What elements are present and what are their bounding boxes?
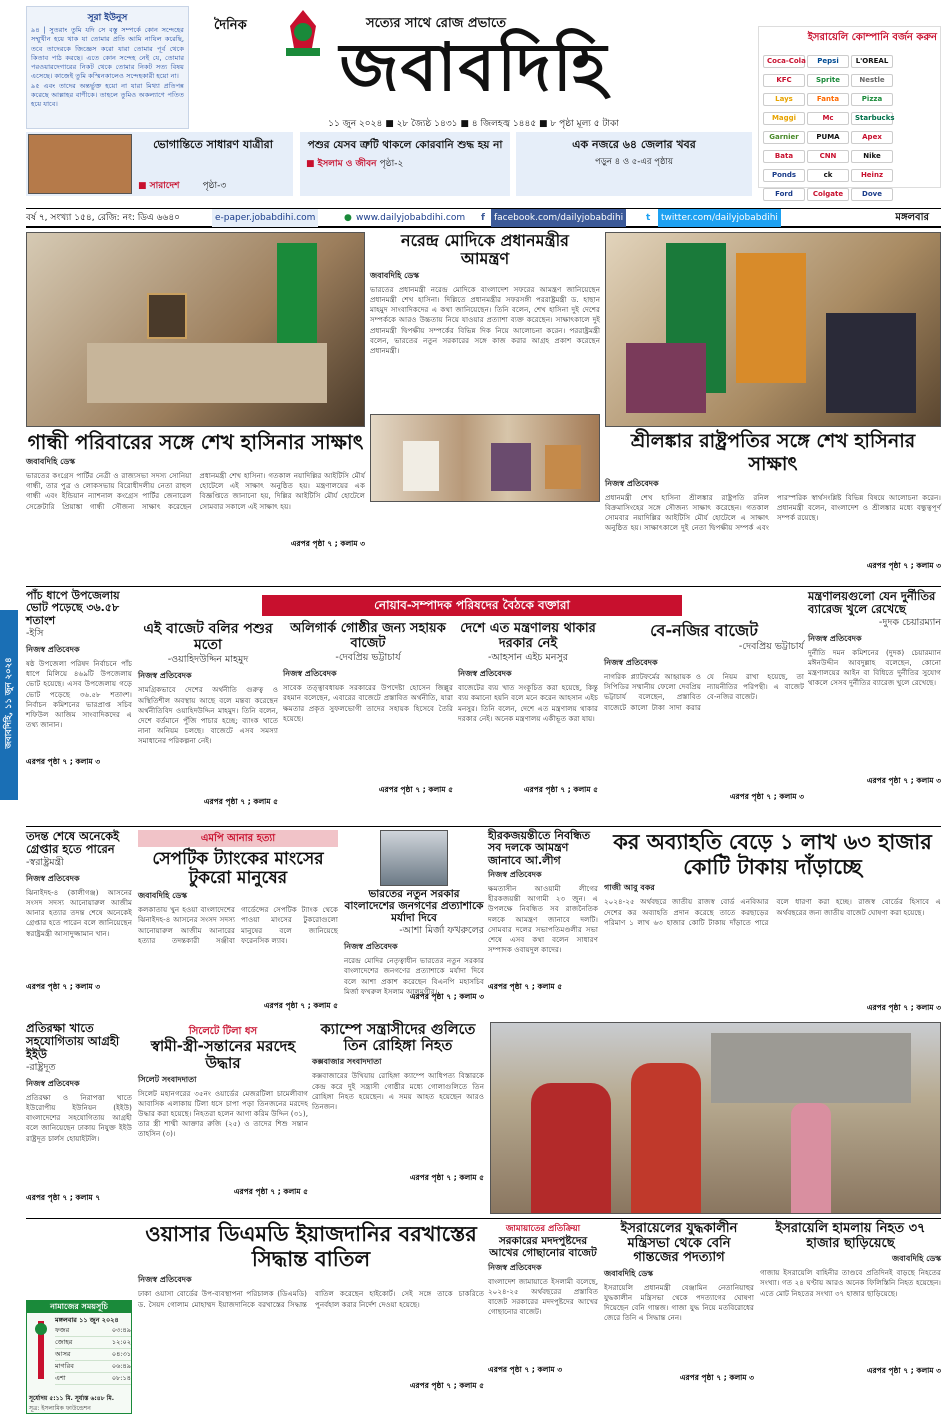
defense-source: -রাষ্ট্রদূত <box>26 1061 56 1073</box>
ad-brand-logo: Apex <box>851 131 893 144</box>
prayer-time: ১২:০২ <box>111 1338 131 1346</box>
gandhi-body: ভারতের কংগ্রেস পার্টির নেত্রী ও রাজ্যসভা সদস্য সোনিয়া গান্ধী, তার পুত্র ও লোকসভায় বিরোধীদলীয় নেতা রাহুল গান্ধী এবং ইন্ডিয়ান ন্যাশনাল কংগ্রেস পার্টির জেনারেল সেক্রেটারি প্রিয়াঙ্কা গান্ধী সৌজন্য সাক্ষাৎ করেছেন প্রধানমন্ত্রী শেখ হাসিনা। গতকাল নয়াদিল্লির আইটিসি মৌর্য হোটেলে এই সাক্ষাৎ অনুষ্ঠিত হয়। মন্ত্রণালয়ের এক বিজ্ঞপ্তিতে জানানো হয়, দিল্লির আইটিসি মৌর্য হোটেলে সোমবার সকালে এই সাক্ষাৎ হয়। <box>26 471 365 511</box>
rohingya-article[interactable] <box>312 1022 484 1214</box>
modi-photo <box>370 414 600 502</box>
sylhet-article[interactable] <box>138 1038 308 1214</box>
issue-info: বর্ষ ৭, সংখ্যা ১৫৪, রেজি: নং: ডিএ ৬৬৪০ <box>26 213 181 223</box>
ministry-body: বাজেটের ব্যয় খাত সংকুচিত করা হয়েছে, কিন্তু ব্যয় কমানো হয়নি বলে মনে করেন আহসান এইচ মনসুর। তিনি বলেন, দেশে এত মন্ত্রণালয় থাকার দরকার নেই। অনেক মন্ত্রণালয় একীভূত করা যায়। <box>458 683 598 723</box>
gandhi-photo <box>26 232 365 427</box>
upazila-more[interactable]: এরপর পৃষ্ঠা ৭ ; কলাম ৩ <box>26 756 101 766</box>
tax-body: ২০২৪-২৫ অর্থবছরে জাতীয় রাজস্ব বোর্ড এনবিআর দেশের কর অব্যাহতি প্রদান করেছে তাতে করছাড়ের পরিমাণ ১ লাখ ৬৩ হাজার কোটি টাকায় দাঁড়াতে পারে বলে ধারণা করা হচ্ছে। রাজস্ব বোর্ডের হিসাবে এ অর্থবছরের জন্য জাতীয় বাজেট ঘোষণা করা হয়েছে। <box>604 897 941 927</box>
prayer-date: মঙ্গলবার ১১ জুন ২০২৪ <box>55 1316 119 1324</box>
ad-logo-grid <box>762 50 937 202</box>
oligarch-headline: অলিগার্ক গোষ্ঠীর জন্য সহায়ক বাজেট <box>290 621 446 651</box>
rule-1 <box>26 586 941 587</box>
rule-3 <box>26 1218 941 1219</box>
gandhi-article[interactable] <box>26 430 365 580</box>
budget-cattle-body: সামগ্রিকভাবে দেশের অর্থনীতি গুরুত্ব ও অস্থিতিশীল অবস্থায় আছে বলে মন্তব্য করেছেন অর্থনীতিবিদ ওয়াহিদউদ্দিন মাহমুদ। তিনি বলেন, দেশে বর্তমানে পুঁজি পাচার হচ্ছে; ব্যাংক খাতে নানা অনিয়ম চলছে। বাজেটে এসব সমস্যা সমাধানের পরিকল্পনা নেই। <box>138 685 278 746</box>
septic-body: কলকাতায় খুন হওয়া বাংলাদেশের ঝিনাইদহ-৪ আসনের সংসদ সদস্য আনোয়ারুল আজীম আনারের হত্যার তদন্তকারী সঞ্জীবা গার্ডেন্সের সেপটিক ট্যাংক থেকে পাওয়া মাংসের টুকরোগুলো মানুষের বলে জানিয়েছে ফরেনসিক ল্যাব। <box>138 905 338 945</box>
ad-brand-logo: Mc <box>807 112 849 125</box>
arrest-source: -স্বরাষ্ট্রমন্ত্রী <box>26 856 64 868</box>
ad-brand-logo: Ponds <box>763 169 805 182</box>
upazila-body: ষষ্ঠ উপজেলা পরিষদ নির্বাচনে পাঁচ ধাপে মিলিয়ে ৪৬৯টি উপজেলায় ভোট হয়েছে। এসব উপজেলায় গড়ে ভোট পড়েছে ৩৬.৫৮ শতাংশ। নির্বাচন কমিশনের ভারপ্রাপ্ত সচিব শফিউল আজিম সাংবাদিকদের এ তথ্য জানান। <box>26 658 132 730</box>
arrest-byline: নিজস্ব প্রতিবেদক <box>26 873 80 883</box>
barrage-more[interactable]: এরপর পৃষ্ঠা ৭ ; কলাম ৩ <box>866 775 941 785</box>
sura-box <box>26 6 189 129</box>
septic-article[interactable] <box>138 850 338 1020</box>
jamaat-more[interactable]: এরপর পৃষ্ঠা ৭ ; কলাম ৩ <box>488 1364 563 1374</box>
oligarch-byline: নিজস্ব প্রতিবেদক <box>283 669 337 679</box>
ad-brand-logo: CNN <box>807 150 849 163</box>
budget-cattle-byline: নিজস্ব প্রতিবেদক <box>138 671 192 681</box>
sura-text: ৯৪ | সুতরাং তুমি যদি সে বস্তু সম্পর্কে কোন সন্দেহের সম্মুখীন হয়ে থাক যা তোমার প্রতি আমি নাযিল করেছি, তবে তাদেরকে জিজ্ঞেস করো যারা তোমার পূর্ব থেকে কিতাব পাঠ করছে। এতে কোন সন্দেহ নেই যে, তোমার পরওয়ারদেগারের নিকট থেকে তোমার নিকট সত্য বিষয় এসেছে। কাজেই তুমি কস্মিনকালেও সন্দেহকারী হয়ো না। ৯৫ এবং তাদের অন্তর্ভুক্ত হয়ো না যারা মিথ্যা প্রতিপন্ন করেছে আল্লাহর বাণীকে। তাহলে তুমিও অকল্যাণে পতিত হয়ে যাবে। <box>31 26 184 108</box>
oligarch-body: সাবেক তত্ত্বাবধায়ক সরকারের উপদেষ্টা হোসেন জিল্লুর রহমান বলেছেন, এবারের বাজেটে প্রস্তাবিত অর্থনীতি, যারা ক্ষমতার প্রকৃত সুফলভোগী তাদের সহায়ক হিসেবে তৈরি হয়েছে। <box>283 683 453 723</box>
benazir-source: -দেবপ্রিয় ভট্টাচার্য <box>738 640 804 652</box>
tax-article[interactable] <box>604 830 941 1020</box>
rohingya-byline: কক্সবাজার সংবাদদাতা <box>312 1057 382 1067</box>
fakhrul-article[interactable] <box>344 830 484 1020</box>
budget-cattle-headline: এই বাজেট বলির পশুর মতো <box>143 621 273 653</box>
ad-brand-logo: Lays <box>763 93 805 106</box>
facebook-icon: f <box>481 213 485 223</box>
ad-brand-logo: Starbucks <box>851 112 893 125</box>
fakhrul-body: নরেন্দ্র মোদির নেতৃত্বাধীন ভারতের নতুন সরকার বাংলাদেশের জনগণের প্রত্যাশাকে মর্যাদা দিবে বলে আশা প্রকাশ করেছেন বিএনপি মহাসচিব মির্জা ফখরুল ইসলাম আলমগীর। <box>344 956 484 996</box>
teaser-3[interactable] <box>516 132 752 196</box>
date-line: ১১ জুন ২০২৪ ■ ২৮ জ্যৈষ্ঠ ১৪৩১ ■ ৪ জিলহজ্ব ১৪৪৫ ■ ৮ পৃষ্ঠা মূল্য ৫ টাকা <box>328 119 619 129</box>
ad-brand-logo: ck <box>807 169 849 182</box>
masthead <box>196 6 751 130</box>
ad-brand-logo: PUMA <box>807 131 849 144</box>
ad-box <box>758 26 941 198</box>
gaza-article[interactable] <box>760 1222 941 1414</box>
arrest-headline: তদন্ত শেষে অনেকেই গ্রেপ্তার হতে পারেন <box>26 829 120 856</box>
ministry-more[interactable]: এরপর পৃষ্ঠা ৭ ; কলাম ৫ <box>523 785 598 795</box>
prayer-name: ফজর <box>55 1326 70 1334</box>
prayer-time: ০৮:১৪ <box>111 1374 131 1382</box>
srilanka-article[interactable] <box>605 430 941 580</box>
upazila-article[interactable] <box>26 590 132 786</box>
ad-brand-logo: Colgate <box>807 188 849 201</box>
modi-body: ভারতের প্রধানমন্ত্রী নরেন্দ্র মোদিকে বাংলাদেশ সফরের আমন্ত্রণ জানিয়েছেন প্রধানমন্ত্রী শেখ হাসিনা। দিল্লিতে প্রধানমন্ত্রীর সফরসঙ্গী পররাষ্ট্রমন্ত্রী ড. হাছান মাহমুদ সাংবাদিকদের এ কথা জানিয়েছেন। তিনি বলেন, শেখ হাসিনা দুই দেশের সম্পর্ককে আরও উচ্চতায় নিয়ে যাওয়ার প্রত্যাশা ব্যক্ত করেছেন। সাক্ষাৎকালে দুই প্রধানমন্ত্রী দ্বিপক্ষীয় সম্পর্কের বিভিন্ন দিক নিয়ে আলোচনা করেন। পররাষ্ট্রমন্ত্রী বলেন, ভারতের নতুন সরকারের সঙ্গে কাজ করার আগ্রহ প্রকাশ করেছেন প্রধানমন্ত্রী। <box>370 284 600 356</box>
facebook-link[interactable]: facebook.com/dailyjobabdihi <box>491 209 626 227</box>
oligarch-more[interactable]: এরপর পৃষ্ঠা ৭ ; কলাম ৫ <box>378 785 453 795</box>
prayer-name: এশা <box>55 1374 66 1382</box>
ad-brand-logo: Bata <box>763 150 805 163</box>
rule-2 <box>26 826 941 827</box>
sylhet-headline: স্বামী-স্ত্রী-সন্তানের মরদেহ উদ্ধার <box>150 1037 296 1072</box>
ministry-article[interactable] <box>458 622 598 822</box>
benazir-article[interactable] <box>604 622 804 822</box>
septic-byline: জবাবদিহি ডেস্ক <box>138 891 188 901</box>
budget-cattle-article[interactable] <box>138 622 278 822</box>
twitter-link[interactable]: twitter.com/dailyjobabdihi <box>658 209 781 227</box>
teaser-3-title: এক নজরে ৬৪ জেলার খবর <box>572 138 696 151</box>
mp-label: এমপি আনার হত্যা <box>138 830 338 847</box>
prayer-name: জোহর <box>55 1338 73 1346</box>
prayer-row <box>55 1337 131 1349</box>
ad-brand-logo: Pizza <box>851 93 893 106</box>
jamaat-headline: সরকারের মদদপুষ্টদের আখের গোছানোর বাজেট <box>489 1235 597 1259</box>
defense-headline: প্রতিরক্ষা খাতে সহযোগিতায় আগ্রহী ইইউ <box>26 1021 120 1061</box>
side-date: জবাবদিহি, ১১ জুন ২০২৪ <box>4 657 14 749</box>
upazila-headline: পাঁচ ধাপে উপজেলায় ভোট পড়েছে ৩৬.৫৮ শতাংশ <box>26 589 120 627</box>
barrage-article[interactable] <box>808 590 941 822</box>
teaser-2-section: ■ ইসলাম ও জীবন পৃষ্ঠা-২ <box>306 159 404 170</box>
septic-more[interactable]: এরপর পৃষ্ঠা ৭ ; কলাম ৫ <box>263 1001 338 1011</box>
jamaat-article[interactable] <box>488 1222 598 1414</box>
gantz-article[interactable] <box>604 1222 754 1414</box>
prayer-row <box>55 1373 131 1385</box>
srilanka-byline: নিজস্ব প্রতিবেদক <box>605 478 659 488</box>
fakhrul-photo <box>380 830 448 886</box>
teaser-1[interactable] <box>26 132 293 196</box>
tax-byline: গাজী আবু বকর <box>604 883 655 893</box>
barrage-headline: মন্ত্রণালয়গুলো যেন দুর্নীতির ব্যারেজ খুলে রেখেছে <box>808 589 936 616</box>
prayer-row <box>55 1325 131 1337</box>
modi-byline: জবাবদিহি ডেস্ক <box>370 270 420 280</box>
fakhrul-headline: ভারতের নতুন সরকার বাংলাদেশের জনগণের প্রত্যাশাকে মর্যাদা দিবে <box>344 888 484 924</box>
tagline: সত্যের সাথে রোজ প্রভাতে <box>366 16 507 31</box>
gantz-more[interactable]: এরপর পৃষ্ঠা ৭ ; কলাম ৩ <box>679 1372 754 1382</box>
arrest-article[interactable] <box>26 830 132 1020</box>
rohingya-body: কক্সবাজারের উখিয়ায় রোহিঙ্গা ক্যাম্পে আধিপত্য বিস্তারকে কেন্দ্র করে দুই সন্ত্রাসী গোষ্ঠীর মধ্যে গোলাগুলিতে তিন রোহিঙ্গা নিহত হয়েছেন। এ সময় আহত হয়েছেন আরও তিনজন। <box>312 1071 484 1112</box>
gandhi-more[interactable]: এরপর পৃষ্ঠা ৭ ; কলাম ৩ <box>290 539 365 548</box>
gandhi-byline: জবাবদিহি ডেস্ক <box>26 457 76 466</box>
sylhet-more[interactable]: এরপর পৃষ্ঠা ৭ ; কলাম ৫ <box>233 1186 308 1196</box>
wasa-article[interactable] <box>138 1222 484 1414</box>
al-invite-more[interactable]: এরপর পৃষ্ঠা ৭ ; কলাম ৫ <box>488 981 563 991</box>
gantz-body: ইসরায়েলি প্রধানমন্ত্রী বেঞ্জামিন নেতানিয়াহুর যুদ্ধকালীন মন্ত্রিসভা থেকে পদত্যাগের ঘোষণা দিয়েছেন বেনি গান্তজ। গাজা যুদ্ধ নিয়ে মতবিরোধের জেরে তিনি এ সিদ্ধান্ত নেন। <box>604 1282 754 1323</box>
sylhet-body: সিলেট মহানগরের ৩৫নং ওয়ার্ডের মেজরটিলা চামেলীবাগ আবাসিক এলাকায় টিলা ধসে চাপা পড়া তিনজনের মরদেহ উদ্ধার করা হয়েছে। নিহতরা হলেন আগা করিম উদ্দিন (৩১), তার স্ত্রী শাম্মী আক্তার রুজি (২৫) ও তাদের শিশু সন্তান তাহসিন (৩)। <box>138 1088 308 1139</box>
web-icon: ● <box>344 213 352 223</box>
fakhrul-byline: নিজস্ব প্রতিবেদক <box>344 942 398 952</box>
al-invite-article[interactable] <box>488 830 598 1020</box>
ad-brand-logo: Ford <box>763 188 805 201</box>
ad-brand-logo: Dove <box>851 188 893 201</box>
website-link[interactable]: www.dailyjobabdihi.com <box>356 213 466 223</box>
upazila-source: -ইসি <box>26 627 44 639</box>
benazir-byline: নিজস্ব প্রতিবেদক <box>604 657 658 667</box>
budget-cattle-source: -ওয়াহিদউদ্দিন মাহমুদ <box>167 654 249 666</box>
ad-brand-logo: KFC <box>763 74 805 87</box>
sylhet-byline: সিলেট সংবাদদাতা <box>138 1074 197 1084</box>
teaser-3-page: পড়ুন ৪ ও ৫-এর পৃষ্ঠায় <box>595 156 673 167</box>
ministry-source: -আহসান এইচ মনসুর <box>488 652 568 664</box>
sun-times: সূর্যোদয় ৫:১১ মি. সূর্যাস্ত ৬:৪৮ মি. <box>29 1395 114 1402</box>
gaza-more[interactable]: এরপর পৃষ্ঠা ৭ ; কলাম ৩ <box>866 1366 941 1376</box>
prayer-row <box>55 1361 131 1373</box>
srilanka-headline: শ্রীলঙ্কার রাষ্ট্রপতির সঙ্গে শেখ হাসিনার সাক্ষাৎ <box>630 430 916 475</box>
ad-brand-logo: Coca-Cola <box>763 55 805 68</box>
noab-bar: নোয়াব-সম্পাদক পরিষদের বৈঠকে বক্তারা <box>262 595 682 616</box>
benazir-body: নাগরিক প্ল্যাটফর্মের আহ্বায়ক ও সিপিডির সম্মানীয় ফেলো দেবপ্রিয় ভট্টাচার্য বলেছেন, প্রস্তাবিত বাজেটে কালো টাকা সাদা করার যে নিয়ম রাখা হয়েছে, তা ন্যায়নীতির পরিপন্থী। এ বাজেট বে-নজির বাজেট। <box>604 671 804 712</box>
prayer-time: ০৩:৪৯ <box>111 1326 131 1334</box>
weekday: মঙ্গলবার <box>895 212 929 223</box>
jamaat-byline: নিজস্ব প্রতিবেদক <box>488 1262 542 1272</box>
teaser-1-photo <box>28 134 132 194</box>
tax-headline: কর অব্যাহতি বেড়ে ১ লাখ ৬৩ হাজার কোটি টাকায় দাঁড়াচ্ছে <box>613 830 932 880</box>
barrage-body: দুর্নীতি দমন কমিশনের (দুদক) চেয়ারম্যান মঈনউদ্দীন আবদুল্লাহ বলেছেন, কোনো মন্ত্রণালয়ের আইন বা বিধিতে দুর্নীতির সুযোগ থাকলে সেসব দুর্নীতির ব্যারেজ খুলে রেখেছে। <box>808 647 941 688</box>
teaser-2-title: পশুর যেসব ত্রুটি থাকলে কোরবানি শুদ্ধ হয় না <box>307 139 503 151</box>
jamaat-body: বাংলাদেশ জামায়াতে ইসলামী বলেছে, ২০২৪-২৫ অর্থবছরের প্রস্তাবিত বাজেট সরকারের মদদপুষ্টদের আখের গোছানোর বাজেট। <box>488 1276 598 1317</box>
ministry-headline: দেশে এত মন্ত্রণালয় থাকার দরকার নেই <box>460 621 596 651</box>
wasa-body: ঢাকা ওয়াসা বোর্ডের উপ-ব্যবস্থাপনা পরিচালক (ডিএমডি) ড. সৈয়দ গোলাম মোহাম্মদ ইয়াজদানিকে বরখাস্তের সিদ্ধান্ত বাতিল করেছেন হাইকোর্ট। সেই সঙ্গে তাকে চাকরিতে পুনর্বহাল করার নির্দেশ দেওয়া হয়েছে। <box>138 1289 484 1309</box>
ad-brand-logo: Nike <box>851 150 893 163</box>
tax-more[interactable]: এরপর পৃষ্ঠা ৭ ; কলাম ৩ <box>866 1003 941 1013</box>
al-invite-body: ক্ষমতাসীন আওয়ামী লীগের হীরকজয়ন্তী আগামী ২৩ জুন। এ উপলক্ষে নিবন্ধিত সব রাজনৈতিক দলকে আমন্ত্রণ জানাবে দলটি। সোমবার দলের সভাপতিমণ্ডলীর সভা শেষে এসব কথা বলেন সাধারণ সম্পাদক ওবায়দুল কাদের। <box>488 883 598 955</box>
paper-name: জবাবদিহি <box>339 28 609 106</box>
budget-cattle-more[interactable]: এরপর পৃষ্ঠা ৭ ; কলাম ৫ <box>203 797 278 807</box>
prayer-name: আসর <box>55 1350 71 1358</box>
gaza-headline: ইসরায়েলি হামলায় নিহত ৩৭ হাজার ছাড়িয়েছে <box>775 1221 926 1251</box>
teaser-1-section: ■ সারাদেশ পৃষ্ঠা-৩ <box>138 181 227 191</box>
twitter-icon: t <box>646 213 651 223</box>
wasa-headline: ওয়াসার ডিএমডি ইয়াজদানির বরখাস্তের সিদ্ধান্ত বাতিল <box>145 1222 477 1272</box>
wasa-more[interactable]: এরপর পৃষ্ঠা ৭ ; কলাম ৫ <box>409 1381 484 1391</box>
ad-brand-logo: L'OREAL <box>851 55 893 68</box>
benazir-headline: বে-নজির বাজেট <box>650 621 758 640</box>
fakhrul-more[interactable]: এরপর পৃষ্ঠা ৭ ; কলাম ৩ <box>409 992 484 1002</box>
daily-label: দৈনিক <box>214 18 247 33</box>
ad-brand-logo: Nestle <box>851 74 893 87</box>
epaper-link[interactable]: e-paper.jobabdihi.com <box>212 209 318 227</box>
gaza-photo <box>490 1022 941 1214</box>
gaza-byline: জবাবদিহি ডেস্ক <box>891 1254 941 1264</box>
ad-brand-logo: Heinz <box>851 169 893 182</box>
gandhi-headline: গান্ধী পরিবারের সঙ্গে শেখ হাসিনার সাক্ষাৎ <box>27 430 364 454</box>
ad-brand-logo: Pepsi <box>807 55 849 68</box>
arrest-more[interactable]: এরপর পৃষ্ঠা ৭ ; কলাম ৩ <box>26 981 101 991</box>
sura-title: সূরা ইউনুস <box>87 13 128 23</box>
prayer-name: মাগরিব <box>55 1362 74 1370</box>
prayer-time: ০৪:৩১ <box>111 1350 131 1358</box>
al-invite-headline: হীরকজয়ন্তীতে নিবন্ধিত সব দলকে আমন্ত্রণ জানাবে আ.লীগ <box>488 829 591 867</box>
teaser-2[interactable] <box>300 132 510 196</box>
modi-headline: নরেন্দ্র মোদিকে প্রধানমন্ত্রীর আমন্ত্রণ <box>401 231 569 268</box>
sylhet-tag: সিলেটে টিলা ধস <box>188 1026 258 1037</box>
prayer-title: নামাজের সময়সূচি <box>27 1301 131 1313</box>
srilanka-photo <box>605 232 941 427</box>
benazir-more[interactable]: এরপর পৃষ্ঠা ৭ ; কলাম ৩ <box>729 791 804 801</box>
ad-brand-logo: Sprite <box>807 74 849 87</box>
gaza-body: গাজায় ইসরায়েলি বাহিনীর তাণ্ডবে প্রতিদিনই বাড়ছে নিহতের সংখ্যা। গত ২৪ ঘণ্টায় আরও অনেক ফিলিস্তিনি নিহত হয়েছেন। এতে মোট নিহতের সংখ্যা ৩৭ হাজার ছাড়িয়েছে। <box>760 1268 941 1298</box>
prayer-row <box>55 1349 131 1361</box>
prayer-box <box>26 1300 132 1414</box>
ad-brand-logo: Maggi <box>763 112 805 125</box>
arrest-body: ঝিনাইদহ-৪ (কালীগঞ্জ) আসনের সংসদ সদস্য আনোয়ারুল আজীম আনার হত্যার তদন্ত শেষে অনেকেই গ্রেপ্তার হতে পারেন বলে জানিয়েছেন স্বরাষ্ট্রমন্ত্রী আসাদুজ্জামান খান। <box>26 887 132 938</box>
srilanka-body: প্রধানমন্ত্রী শেখ হাসিনা শ্রীলঙ্কার রাষ্ট্রপতি রনিল বিক্রমাসিংহের সঙ্গে সৌজন্য সাক্ষাৎ করেছেন। গতকাল সোমবার নয়াদিল্লির আইটিসি মৌর্য হোটেলে এ সাক্ষাৎ অনুষ্ঠিত হয়। সাক্ষাৎকালে দুই নেতা দ্বিপক্ষীয় সম্পর্ক এবং পারস্পরিক স্বার্থসংশ্লিষ্ট বিভিন্ন বিষয়ে আলোচনা করেন। প্রধানমন্ত্রী বলেন, বাংলাদেশ ও শ্রীলঙ্কার মধ্যে বন্ধুত্বপূর্ণ সম্পর্ক রয়েছে। <box>605 492 941 533</box>
defense-article[interactable] <box>26 1022 132 1214</box>
oligarch-article[interactable] <box>283 622 453 822</box>
ad-brand-logo: Fanta <box>807 93 849 106</box>
modi-article[interactable] <box>370 232 600 504</box>
rohingya-headline: ক্যাম্পে সন্ত্রাসীদের গুলিতে তিন রোহিঙ্গা নিহত <box>320 1022 476 1055</box>
oligarch-source: -দেবপ্রিয় ভট্টাচার্য <box>335 652 401 664</box>
wasa-byline: নিজস্ব প্রতিবেদক <box>138 1275 192 1285</box>
fakhrul-source: -আশা মির্জা ফখরুলের <box>399 925 484 937</box>
defense-byline: নিজস্ব প্রতিবেদক <box>26 1078 80 1088</box>
prayer-time: ০৬:৪৯ <box>111 1362 131 1370</box>
teaser-1-title: ভোগান্তিতে সাধারণ যাত্রীরা <box>153 138 273 151</box>
barrage-byline: নিজস্ব প্রতিবেদক <box>808 633 862 643</box>
prayer-rows <box>55 1325 131 1385</box>
al-invite-byline: নিজস্ব প্রতিবেদক <box>488 869 542 879</box>
ad-title: ইসরায়েলি কোম্পানি বর্জন করুন <box>807 32 937 43</box>
srilanka-more[interactable]: এরপর পৃষ্ঠা ৭ ; কলাম ৩ <box>866 560 941 570</box>
ministry-byline: নিজস্ব প্রতিবেদক <box>458 669 512 679</box>
rohingya-more[interactable]: এরপর পৃষ্ঠা ৭ ; কলাম ৫ <box>409 1173 484 1183</box>
septic-headline: সেপটিক ট্যাংকের মাংসের টুকরো মানুষের <box>152 849 324 889</box>
upazila-byline: নিজস্ব প্রতিবেদক <box>26 644 80 654</box>
defense-body: প্রতিরক্ষা ও নিরাপত্তা খাতে ইউরোপীয় ইউনিয়ন (ইইউ) বাংলাদেশের সহযোগিতায় আগ্রহী বলে জানিয়েছেন ঢাকায় নিযুক্ত ইইউ রাষ্ট্রদূত চার্লস হোয়াইটলি। <box>26 1092 132 1143</box>
ad-brand-logo: Garnier <box>763 131 805 144</box>
gantz-headline: ইসরায়েলের যুদ্ধকালীন মন্ত্রিসভা থেকে বেনি গান্তজের পদত্যাগ <box>620 1221 738 1266</box>
jamaat-label: জামায়াতের প্রতিক্রিয়া <box>505 1224 581 1234</box>
defense-more[interactable]: এরপর পৃষ্ঠা ৭ ; কলাম ৭ <box>26 1192 101 1202</box>
gantz-byline: জবাবদিহি ডেস্ক <box>604 1268 654 1278</box>
barrage-source: -দুদক চেয়ারম্যান <box>878 616 941 628</box>
prayer-source: সূত্র: ইসলামিক ফাউন্ডেশন <box>29 1405 91 1412</box>
side-date-strip <box>0 610 18 800</box>
mosque-icon <box>29 1319 53 1381</box>
info-bar <box>26 208 941 228</box>
